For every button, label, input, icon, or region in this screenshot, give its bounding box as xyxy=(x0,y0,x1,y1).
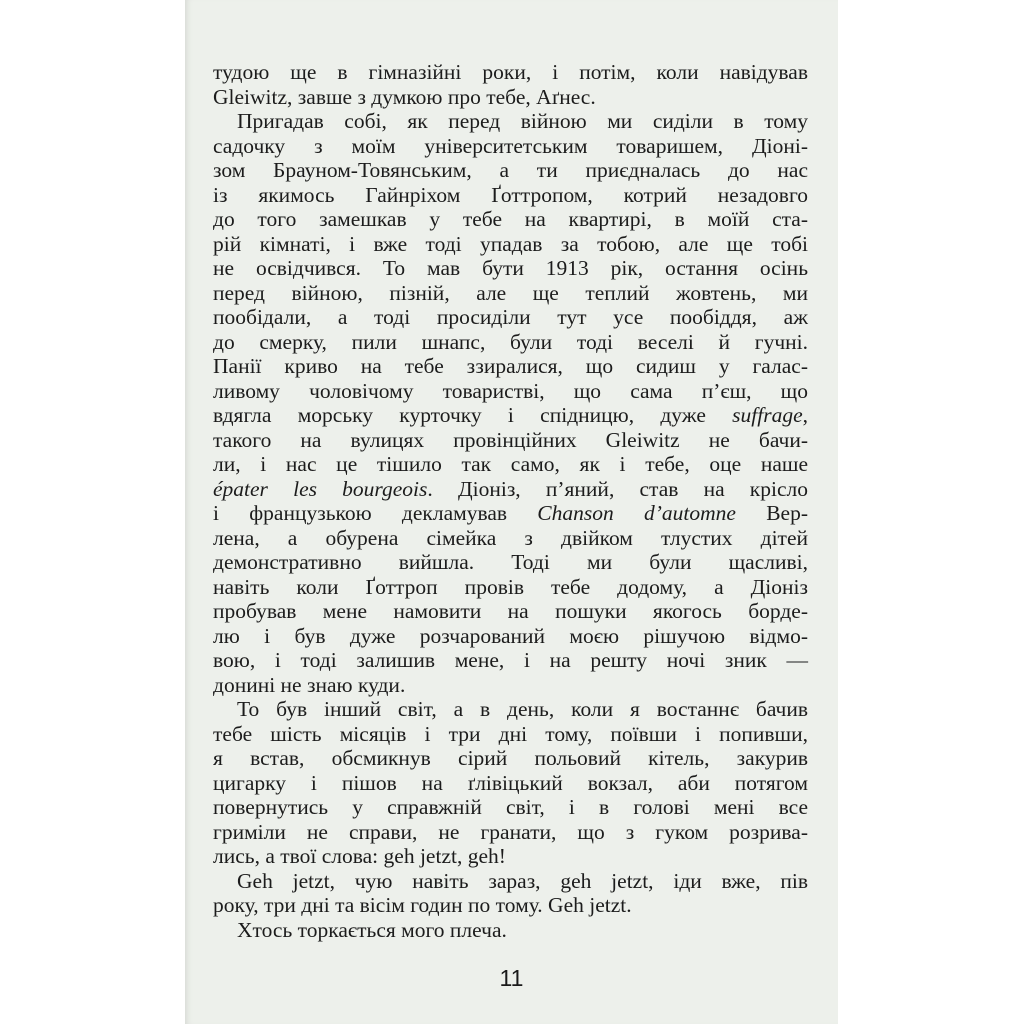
text-line xyxy=(213,207,808,232)
text-segment: гриміли не справи, не гранати, що з гуком розрива- xyxy=(213,819,808,844)
text-line xyxy=(213,109,808,134)
text-segment: тебе шість місяців і три дні тому, поївши і попивши, xyxy=(213,721,808,746)
text-line xyxy=(213,844,808,869)
text-line xyxy=(213,673,808,698)
text-segment: зом Брауном-Товянським, а ти приєдналась до нас xyxy=(213,158,808,182)
text-line xyxy=(213,256,808,281)
text-line xyxy=(213,158,808,183)
text-line xyxy=(213,624,808,649)
text-segment: року, три дні та вісім годин по тому. Geh jetzt. xyxy=(213,893,632,917)
text-line xyxy=(213,599,808,624)
text-segment: повернутись у справжній світ, і в голові мені все xyxy=(213,795,808,819)
text-segment: вдягла морську курточку і спідницю, дуже xyxy=(213,403,733,427)
text-segment: пообідали, а тоді просиділи тут усе пообіддя, аж xyxy=(213,305,808,329)
text-line xyxy=(213,550,808,575)
italic-text: suffrage xyxy=(732,403,803,427)
text-segment: Gleiwitz, завше з думкою про тебе, Аґнес. xyxy=(213,84,596,109)
text-segment: до смерку, пили шнапс, були тоді веселі й гучні. xyxy=(213,329,808,354)
text-segment: перед війною, пізній, але ще теплий жовтень, ми xyxy=(213,280,808,305)
text-segment: , xyxy=(802,403,808,427)
text-segment: Geh jetzt, чую навіть зараз, geh jetzt, іди вже, пів xyxy=(237,868,808,893)
text-line xyxy=(213,795,808,820)
text-segment: такого на вулицях провінційних Gleiwitz не бачи- xyxy=(213,427,808,452)
text-segment: і французькою декламував xyxy=(213,501,538,525)
book-page xyxy=(185,0,838,1024)
text-segment: донині не знаю куди. xyxy=(213,672,406,697)
text-line xyxy=(213,354,808,379)
text-segment: лена, а обурена сімейка з двійком тлустих дітей xyxy=(213,525,808,550)
text-segment: вою, і тоді залишив мене, і на решту ночі зник — xyxy=(213,648,808,672)
text-line xyxy=(213,85,808,110)
text-line xyxy=(213,820,808,845)
text-line xyxy=(213,697,808,722)
text-line xyxy=(213,477,808,502)
text-segment: до того замешкав у тебе на квартирі, в моїй ста- xyxy=(213,207,808,231)
text-segment: Вер- xyxy=(735,501,808,525)
text-line xyxy=(213,722,808,747)
text-line xyxy=(213,379,808,404)
text-line xyxy=(213,746,808,771)
text-line xyxy=(213,60,808,85)
text-line xyxy=(213,134,808,159)
text-line xyxy=(213,893,808,918)
text-segment: цигарку і пішов на ґлівіцький вокзал, аби потягом xyxy=(213,770,808,795)
text-segment: ли, і нас це тішило так само, як і тебе, оце наше xyxy=(213,452,808,476)
text-line xyxy=(213,183,808,208)
text-segment: пробував мене намовити на пошуки якогось борде- xyxy=(213,599,808,623)
text-line xyxy=(213,428,808,453)
text-segment: Панії криво на тебе ззиралися, що сидиш у галас- xyxy=(213,354,808,378)
text-segment: Хтось торкається мого плеча. xyxy=(237,917,507,942)
text-segment: демонстративно вийшла. Тоді ми були щасливі, xyxy=(213,550,808,574)
text-segment: не освідчився. То мав бути 1913 рік, остання осінь xyxy=(213,256,808,280)
text-line xyxy=(213,526,808,551)
text-segment: рій кімнаті, і вже тоді упадав за тобою, але ще тобі xyxy=(213,231,808,256)
text-segment: . Діоніз, п’яний, став на крісло xyxy=(427,476,808,501)
text-segment: із якимось Гайнріхом Ґоттропом, котрий незадовго xyxy=(213,182,808,207)
text-line xyxy=(213,403,808,428)
text-segment: садочку з моїм університетським товаришем, Діоні- xyxy=(213,133,808,158)
text-line xyxy=(213,648,808,673)
text-segment: лись, а твої слова: geh jetzt, geh! xyxy=(213,844,506,868)
italic-text: épater les bourgeois xyxy=(213,476,428,501)
text-segment: То був інший світ, а в день, коли я востаннє бачив xyxy=(237,697,808,721)
text-segment: я встав, обсмикнув сірий польовий кітель, закурив xyxy=(213,746,808,770)
text-line xyxy=(213,501,808,526)
body-text xyxy=(213,60,808,942)
text-segment: лю і був дуже розчарований моєю рішучою відмо- xyxy=(213,623,808,648)
text-line xyxy=(213,918,808,943)
text-line xyxy=(213,232,808,257)
text-line xyxy=(213,281,808,306)
text-line xyxy=(213,575,808,600)
text-segment: Пригадав собі, як перед війною ми сиділи в тому xyxy=(237,109,808,133)
text-line xyxy=(213,869,808,894)
text-line xyxy=(213,330,808,355)
text-line xyxy=(213,452,808,477)
text-segment: ливому чоловічому товаристві, що сама п’єш, що xyxy=(213,378,808,403)
italic-text: Chanson d’automne xyxy=(537,501,736,525)
page-number: 11 xyxy=(499,965,524,991)
text-line xyxy=(213,305,808,330)
text-segment: тудою ще в гімназійні роки, і потім, коли навідував xyxy=(213,60,808,84)
text-line xyxy=(213,771,808,796)
text-segment: навіть коли Ґоттроп провів тебе додому, а Діоніз xyxy=(213,574,808,599)
